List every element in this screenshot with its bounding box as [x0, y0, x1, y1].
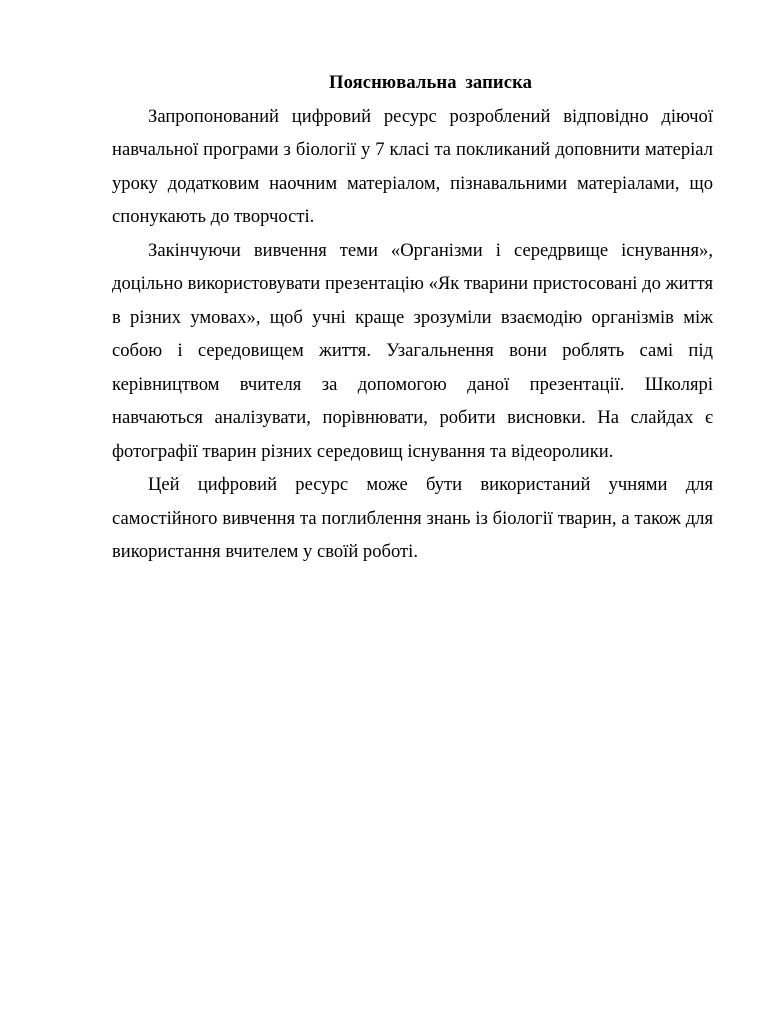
paragraph-presentation: Закінчуючи вивчення теми «Організми і середрвище існування», доцільно використовувати презентацію «Як тварини пристосовані до життя в різних умовах», щоб учні краще зрозуміли взаємодію організмів між собою і середовищем життя. Узагальнення вони роблять самі під керівництвом вчителя за допомогою даної презентації. Школярі навчаються аналізувати, порівнювати, робити висновки. На слайдах є фотографії тварин різних середовищ існування та відеоролики. — [112, 239, 713, 462]
paragraph-intro: Запропонований цифровий ресурс розроблений відповідно діючої навчальної програми з біології у 7 класі та покликаний доповнити матеріал уроку додатковим наочним матеріалом, пізнавальними матеріалами, що спонукають до творчості. — [112, 105, 713, 227]
document-title: Пояснювальна записка — [329, 72, 532, 93]
paragraph-usage: Цей цифровий ресурс може бути використаний учнями для самостійного вивчення та поглиблення знань із біології тварин, а також для використання вчителем у своїй роботі. — [112, 474, 713, 562]
document-body — [112, 66, 713, 569]
